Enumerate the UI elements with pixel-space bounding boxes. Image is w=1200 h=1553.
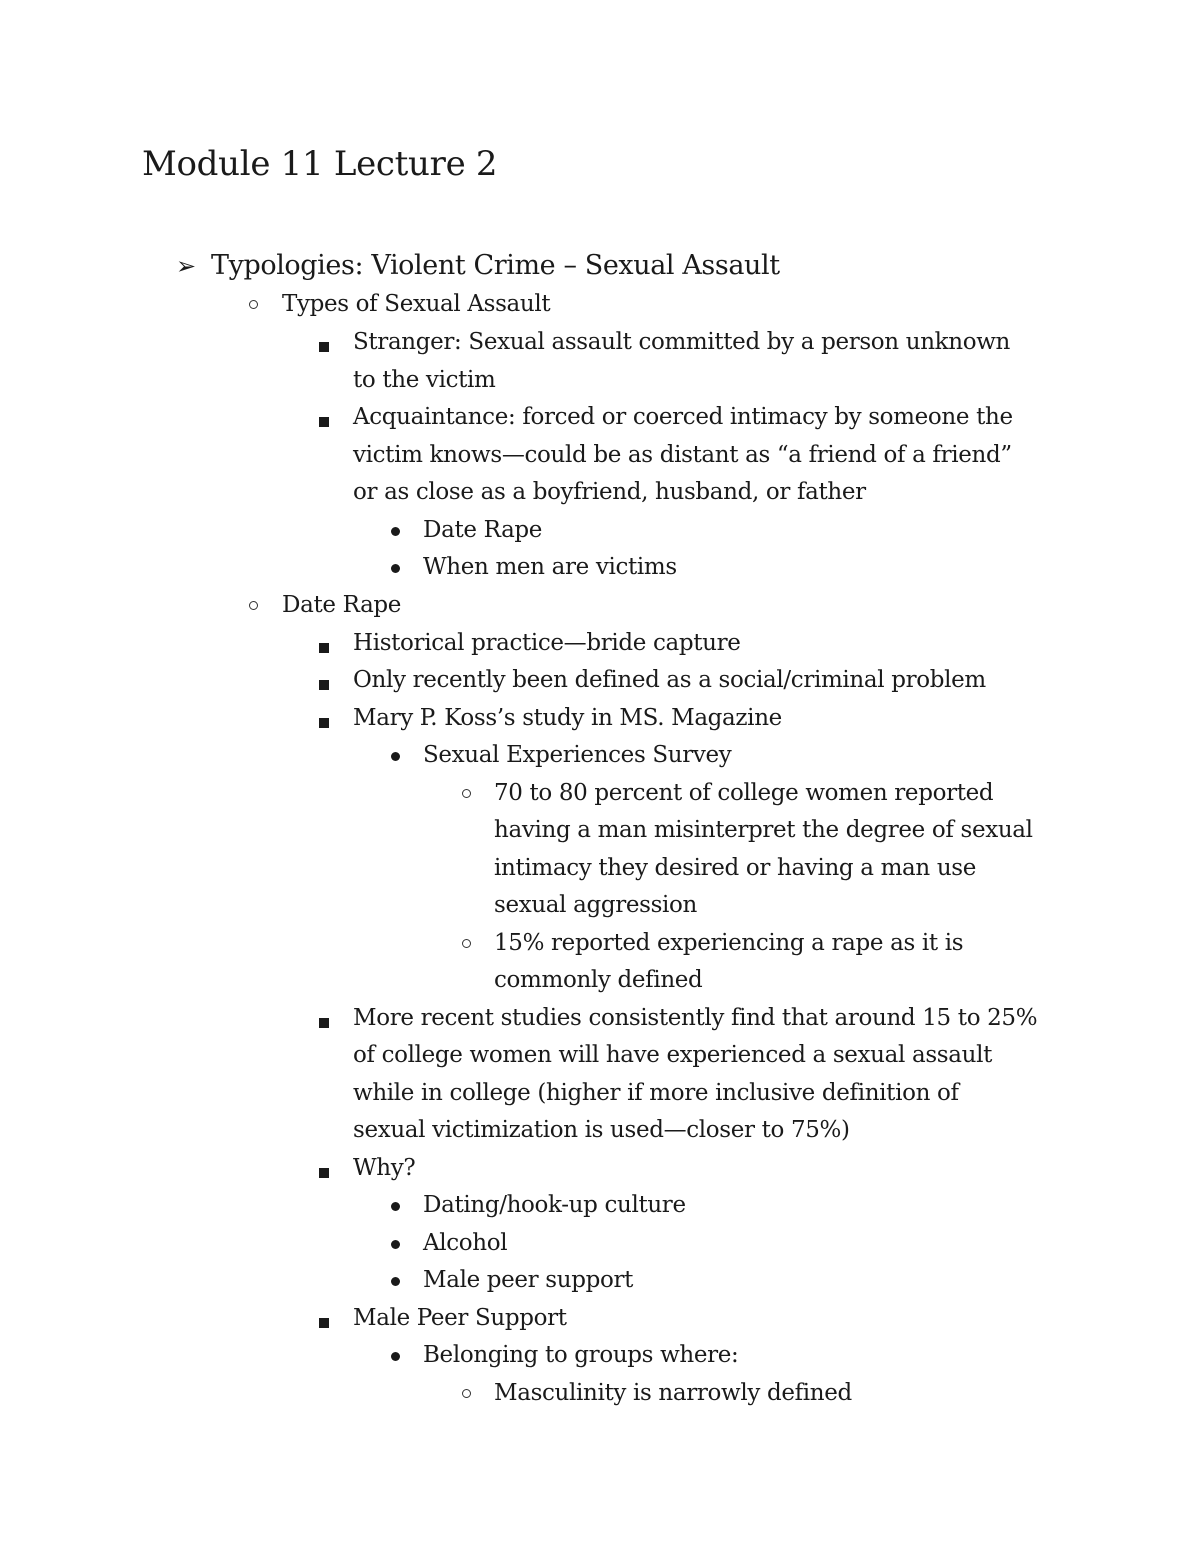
disc-bullet-icon: [391, 1352, 400, 1361]
disc-bullet-icon: [391, 527, 400, 536]
list-item-continuation: while in college (higher if more inclusive definition of: [353, 1080, 959, 1106]
list-item: More recent studies consistently find that around 15 to 25%: [353, 1005, 1038, 1031]
list-item: Only recently been defined as a social/criminal problem: [353, 667, 986, 693]
arrow-bullet-icon: ➢: [176, 252, 197, 280]
square-bullet-icon: [319, 1018, 329, 1028]
circle-bullet-icon: [462, 789, 471, 798]
square-bullet-icon: [319, 1318, 329, 1328]
disc-bullet-icon: [391, 1277, 400, 1286]
list-item: Date Rape: [423, 517, 543, 543]
heading-typologies: Typologies: Violent Crime – Sexual Assault: [211, 250, 780, 281]
square-bullet-icon: [319, 1168, 329, 1178]
circle-bullet-icon: [462, 939, 471, 948]
list-item: Male Peer Support: [353, 1305, 567, 1331]
list-item-continuation: commonly defined: [494, 967, 703, 993]
list-item: Acquaintance: forced or coerced intimacy by someone the: [353, 404, 1013, 430]
list-item: Alcohol: [423, 1230, 508, 1256]
list-item: Masculinity is narrowly defined: [494, 1380, 852, 1406]
list-item: Male peer support: [423, 1267, 633, 1293]
circle-bullet-icon: [249, 300, 258, 309]
list-item: Date Rape: [282, 592, 402, 618]
disc-bullet-icon: [391, 752, 400, 761]
square-bullet-icon: [319, 718, 329, 728]
list-item: When men are victims: [423, 554, 677, 580]
square-bullet-icon: [319, 643, 329, 653]
list-item: Belonging to groups where:: [423, 1342, 739, 1368]
list-item-continuation: victim knows—could be as distant as “a friend of a friend”: [353, 442, 1012, 468]
list-item: Types of Sexual Assault: [282, 291, 551, 317]
list-item: Stranger: Sexual assault committed by a person unknown: [353, 329, 1011, 355]
disc-bullet-icon: [391, 1240, 400, 1249]
list-item-continuation: intimacy they desired or having a man use: [494, 855, 977, 881]
list-item-continuation: sexual aggression: [494, 892, 698, 918]
list-item-continuation: to the victim: [353, 367, 496, 393]
list-item: 70 to 80 percent of college women reported: [494, 780, 994, 806]
list-item-continuation: sexual victimization is used—closer to 75%): [353, 1117, 850, 1143]
disc-bullet-icon: [391, 1202, 400, 1211]
list-item: Sexual Experiences Survey: [423, 742, 732, 768]
list-item-continuation: having a man misinterpret the degree of sexual: [494, 817, 1033, 843]
list-item: Historical practice—bride capture: [353, 630, 741, 656]
circle-bullet-icon: [249, 601, 258, 610]
square-bullet-icon: [319, 680, 329, 690]
list-item-continuation: or as close as a boyfriend, husband, or father: [353, 479, 866, 505]
page-title: Module 11 Lecture 2: [142, 144, 498, 184]
square-bullet-icon: [319, 342, 329, 352]
disc-bullet-icon: [391, 564, 400, 573]
list-item-continuation: of college women will have experienced a sexual assault: [353, 1042, 992, 1068]
list-item: Mary P. Koss’s study in MS. Magazine: [353, 705, 782, 731]
circle-bullet-icon: [462, 1389, 471, 1398]
list-item: Why?: [353, 1155, 416, 1181]
list-item: 15% reported experiencing a rape as it is: [494, 930, 964, 956]
list-item: Dating/hook-up culture: [423, 1192, 686, 1218]
square-bullet-icon: [319, 417, 329, 427]
